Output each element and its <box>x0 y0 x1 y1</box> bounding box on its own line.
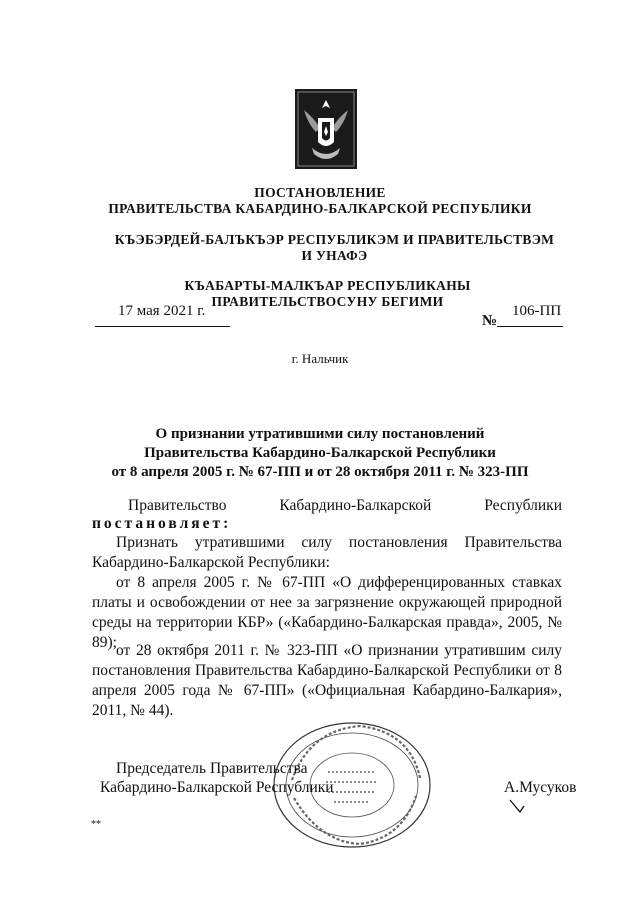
number-underline <box>497 326 563 327</box>
header-government-ru: ПРАВИТЕЛЬСТВА КАБАРДИНО-БАЛКАРСКОЙ РЕСПУБЛИКИ <box>108 201 532 216</box>
gov-word-2: Кабардино-Балкарской <box>279 497 432 514</box>
title-line-3: от 8 апреля 2005 г. № 67-ПП и от 28 октября 2011 г. № 323-ПП <box>111 464 529 480</box>
paragraph-2: от 8 апреля 2005 г. № 67-ПП «О дифференцированных ставках платы и освобождении от нее за загрязнение окружающей природной среды на территории КБР» («Кабардино-Балкарская правда», 2005, № 89); <box>92 574 562 651</box>
document-date: 17 мая 2021 г. <box>118 303 206 319</box>
header-title: ПОСТАНОВЛЕНИЕ <box>254 185 386 200</box>
footer-mark: ** <box>91 819 101 830</box>
resolves-word: постановляет: <box>92 515 232 532</box>
number-label: № <box>482 313 498 329</box>
signer-position-line-1: Председатель Правительства <box>116 760 308 777</box>
paragraph-3: от 28 октября 2011 г. № 323-ПП «О признании утратившим силу постановления Правительства Кабардино-Балкарской Республики от 8 апреля 2005 года № 67-ПП» («Официальная Кабардино-Балкария», 2011, № 44). <box>92 642 562 719</box>
title-line-1: О признании утратившими силу постановлений <box>155 426 485 442</box>
header-government-kbd: КЪЭБЭРДЕЙ-БАЛЪКЪЭР РЕСПУБЛИКЭМ И ПРАВИТЕЛЬСТВЭМ И УНАФЭ <box>114 232 555 263</box>
coat-of-arms-emblem <box>294 88 358 170</box>
body-government-line <box>92 496 562 516</box>
signer-name: А.Мусуков <box>504 779 577 796</box>
title-line-2: Правительства Кабардино-Балкарской Республики <box>144 445 496 461</box>
city: г. Нальчик <box>291 351 349 366</box>
signature-stroke <box>508 796 534 818</box>
signer-position-line-2: Кабардино-Балкарской Республики <box>100 779 334 796</box>
paragraph-1: Признать утратившими силу постановления Правительства Кабардино-Балкарской Республики: <box>92 534 562 571</box>
gov-word-1: Правительство <box>128 497 227 514</box>
document-title <box>0 425 640 482</box>
date-underline <box>95 326 230 327</box>
header-government-krc: КЪАБАРТЫ-МАЛКЪАР РЕСПУБЛИКАНЫ ПРАВИТЕЛЬСТВОСУНУ БЕГИМИ <box>184 278 471 309</box>
gov-word-3: Республики <box>484 497 562 514</box>
document-number: 106-ПП <box>512 303 562 319</box>
